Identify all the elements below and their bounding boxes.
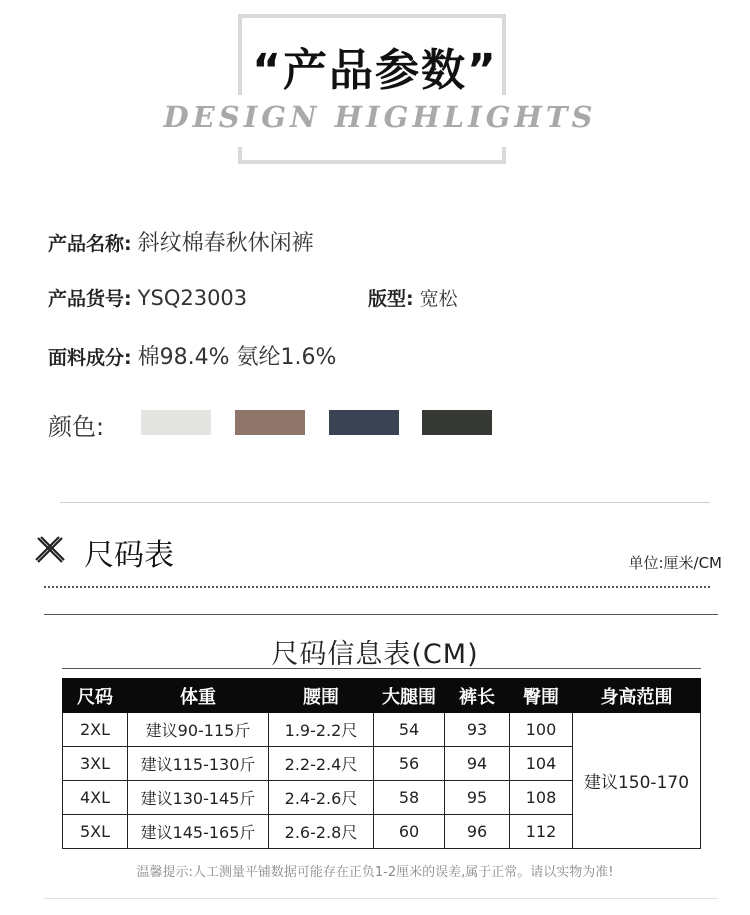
cell-thigh: 54 (374, 713, 445, 747)
header-length: 裤长 (445, 679, 510, 713)
cell-weight: 建议115-130斤 (128, 747, 269, 781)
size-table-title: 尺码信息表(CM) (271, 639, 479, 670)
cell-hip: 100 (510, 713, 573, 747)
product-fit-value: 宽松 (419, 288, 458, 310)
cell-height-range: 建议150-170 (573, 713, 701, 849)
product-name-row (48, 226, 314, 257)
cell-weight: 建议145-165斤 (128, 815, 269, 849)
size-table-header-row (63, 679, 701, 713)
product-fit-label: 版型: (368, 288, 414, 310)
table-row (63, 713, 701, 747)
cell-length: 93 (445, 713, 510, 747)
header-weight: 体重 (128, 679, 269, 713)
header-hip: 臀围 (510, 679, 573, 713)
color-swatch-navy (329, 410, 399, 435)
color-swatch-dark-green (422, 410, 492, 435)
table-top-rule (44, 614, 718, 615)
cell-thigh: 58 (374, 781, 445, 815)
header-thigh: 大腿围 (374, 679, 445, 713)
color-swatch-light-grey (141, 410, 211, 435)
product-fabric-value: 棉98.4% 氨纶1.6% (137, 345, 337, 370)
cell-size: 4XL (63, 781, 128, 815)
product-sku-row (48, 284, 247, 311)
product-name-value: 斜纹棉春秋休闲裤 (137, 231, 314, 256)
cell-length: 96 (445, 815, 510, 849)
size-chart-heading: 尺码表 (84, 538, 174, 573)
cell-waist: 2.2-2.4尺 (269, 747, 374, 781)
cell-thigh: 56 (374, 747, 445, 781)
cell-hip: 104 (510, 747, 573, 781)
header-height: 身高范围 (573, 679, 701, 713)
cell-hip: 108 (510, 781, 573, 815)
color-label: 颜色: (48, 413, 105, 441)
cell-weight: 建议90-115斤 (128, 713, 269, 747)
bottom-rule (44, 898, 718, 899)
product-sku-value: YSQ23003 (137, 286, 248, 310)
color-swatch-brown (235, 410, 305, 435)
cell-size: 3XL (63, 747, 128, 781)
cell-thigh: 60 (374, 815, 445, 849)
cell-length: 95 (445, 781, 510, 815)
product-sku-label: 产品货号: (48, 288, 132, 310)
cell-hip: 112 (510, 815, 573, 849)
scissors-icon (32, 532, 68, 568)
cell-size: 5XL (63, 815, 128, 849)
product-fabric-row (48, 340, 336, 371)
header-waist: 腰围 (269, 679, 374, 713)
cell-weight: 建议130-145斤 (128, 781, 269, 815)
unit-label: 单位:厘米/CM (628, 554, 722, 572)
measurement-tip: 温馨提示:人工测量平铺数据可能存在正负1-2厘米的误差,属于正常。请以实物为准! (136, 865, 614, 880)
cell-length: 94 (445, 747, 510, 781)
product-fit-row (368, 284, 458, 311)
header-size: 尺码 (63, 679, 128, 713)
cell-size: 2XL (63, 713, 128, 747)
product-name-label: 产品名称: (48, 233, 132, 255)
page-subtitle: DESIGN HIGHLIGHTS (163, 100, 597, 134)
cell-waist: 1.9-2.2尺 (269, 713, 374, 747)
cell-waist: 2.4-2.6尺 (269, 781, 374, 815)
size-table (62, 678, 701, 849)
cell-waist: 2.6-2.8尺 (269, 815, 374, 849)
section-divider (60, 502, 710, 503)
page-title: “产品参数” (252, 45, 498, 96)
product-fabric-label: 面料成分: (48, 347, 132, 369)
dotted-divider (44, 586, 710, 588)
